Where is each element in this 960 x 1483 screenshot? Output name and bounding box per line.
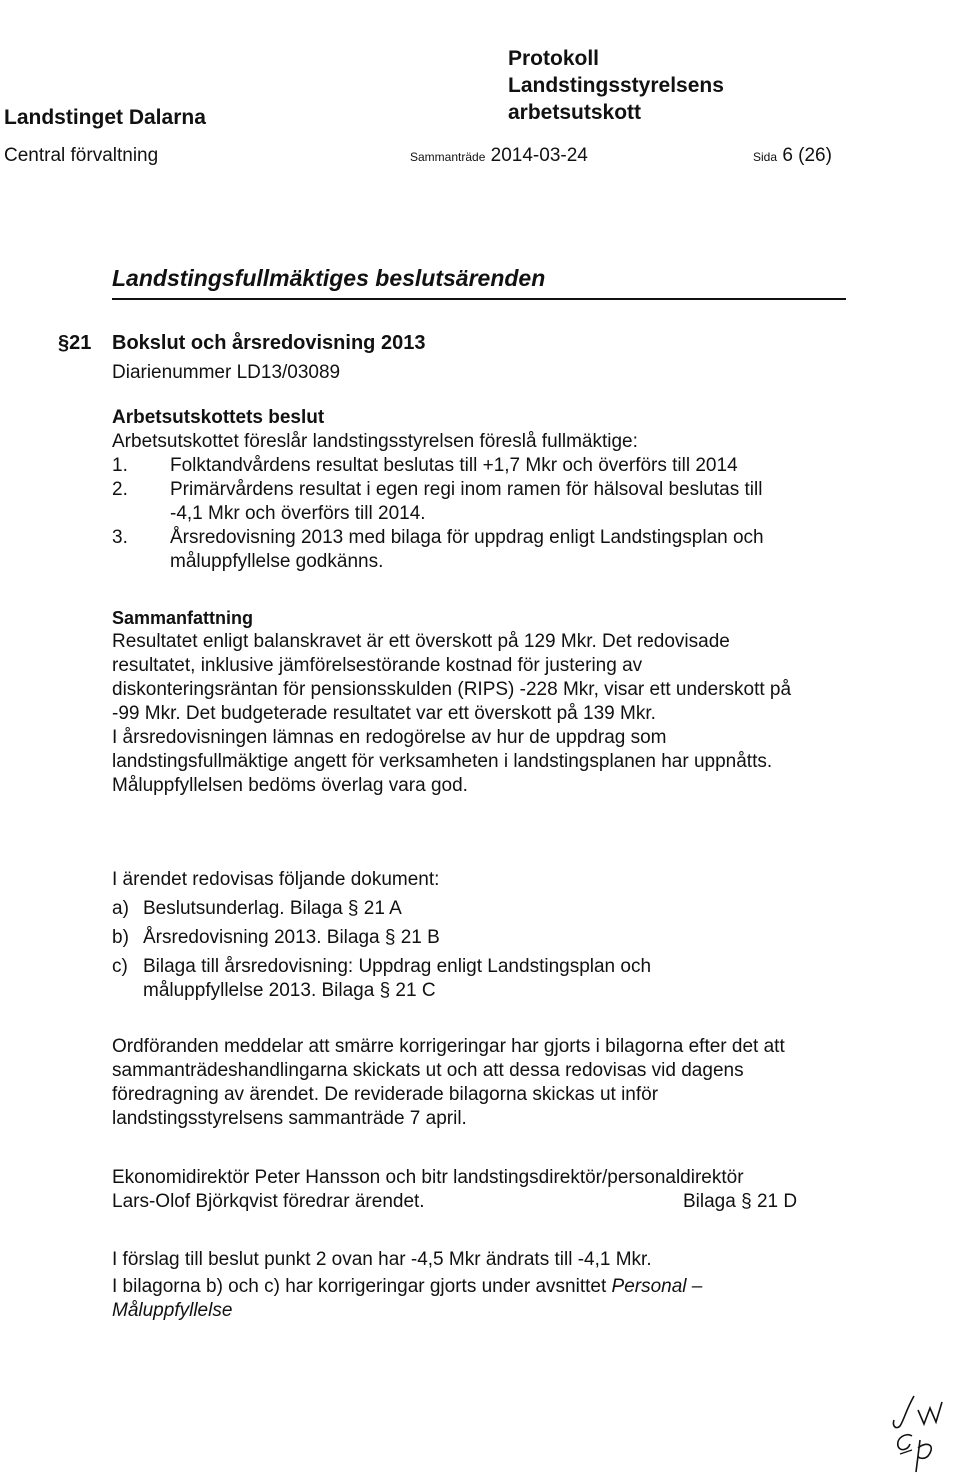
section-title: Landstingsfullmäktiges beslutsärenden: [112, 265, 846, 300]
document-type-block: [508, 45, 724, 126]
meeting-date-block: [410, 145, 588, 167]
diary-number: Diarienummer LD13/03089: [112, 362, 341, 383]
document-type: Protokoll: [508, 47, 600, 70]
summary-section: [112, 606, 792, 798]
summary-paragraph: Resultatet enligt balanskravet är ett överskott på 129 Mkr. Det redovisade resultatet, inklusive jämförelsestörande kostnad för justering av diskonteringsräntan för pensionsskulden (RIPS) -228 Mkr, visar ett underskott på -99 Mkr. Det budgeterade resultatet var ett överskott på 139 Mkr.: [112, 631, 792, 724]
summary-paragraph: I årsredovisningen lämnas en redogörelse av hur de uppdrag som landstingsfullmäktige angett för verksamheten i landstingsplanen har uppnåtts. Måluppfyllelsen bedöms överlag vara god.: [112, 727, 773, 796]
meeting-date: 2014-03-24: [490, 145, 588, 166]
decision-item-text: Folktandvårdens resultat beslutas till +1,7 Mkr och överförs till 2014: [170, 455, 738, 476]
organization-name: Landstinget Dalarna: [4, 106, 206, 129]
documents-section: [112, 868, 852, 1003]
meeting-label: Sammanträde: [410, 150, 486, 164]
appendix-note-text: I bilagorna b) och c) har korrigeringar gjorts under avsnittet: [112, 1276, 607, 1297]
document-text: Årsredovisning 2013. Bilaga § 21 B: [143, 927, 440, 948]
decision-intro: Arbetsutskottet föreslår landstingsstyrelsen föreslå fullmäktige:: [112, 431, 638, 452]
chair-note: Ordföranden meddelar att smärre korrigeringar har gjorts i bilagorna efter det att sammanträdeshandlingarna skickats ut och att dessa redovisas vid dagens föredragning av ärendet. De reviderade bilagorna skickas ut inför landstingsstyrelsens sammanträde 7 april.: [112, 1036, 785, 1129]
summary-heading: Sammanfattning: [112, 608, 254, 628]
decision-item-text: Primärvårdens resultat i egen regi inom ramen för hälsoval beslutas till -4,1 Mkr och överförs till 2014.: [170, 479, 763, 524]
board-name-line2: arbetsutskott: [508, 101, 642, 124]
document-item: [112, 897, 852, 921]
decision-item-number: 1.: [112, 455, 128, 476]
appendix-note-section: Personal – Måluppfyllelse: [112, 1276, 703, 1321]
handwritten-initials: [876, 1388, 956, 1478]
decision-item-number: 2.: [112, 479, 128, 500]
item-title: Bokslut och årsredovisning 2013: [112, 332, 426, 354]
decision-item-text: Årsredovisning 2013 med bilaga för uppdrag enligt Landstingsplan och måluppfyllelse godkänns.: [170, 527, 764, 572]
decision-item-number: 3.: [112, 527, 128, 548]
document-item: [112, 955, 852, 1003]
presenter-line: Ekonomidirektör Peter Hansson och bitr landstingsdirektör/personaldirektör: [112, 1167, 744, 1188]
paragraph-number: §21: [58, 332, 92, 354]
document-item: [112, 926, 852, 950]
decision-item: [112, 526, 852, 574]
documents-intro: I ärendet redovisas följande dokument:: [112, 869, 440, 890]
decision-heading: Arbetsutskottets beslut: [112, 407, 325, 428]
board-name-line1: Landstingsstyrelsens: [508, 74, 724, 97]
appendix-note: [112, 1275, 812, 1323]
presenter-line-2: [112, 1190, 852, 1214]
decision-section: [112, 406, 852, 574]
document-label: c): [112, 956, 128, 977]
presenter-section: [112, 1166, 852, 1214]
document-label: b): [112, 927, 129, 948]
decision-item: [112, 454, 852, 478]
presenter-line: Lars-Olof Björkqvist föredrar ärendet.: [112, 1191, 425, 1212]
proposal-change: I förslag till beslut punkt 2 ovan har -4,5 Mkr ändrats till -4,1 Mkr.: [112, 1249, 652, 1270]
page-label: Sida: [753, 150, 778, 164]
page-number-block: [753, 145, 832, 167]
department-name: Central förvaltning: [4, 145, 159, 166]
final-notes: [112, 1248, 812, 1323]
page-number: 6 (26): [782, 145, 832, 166]
decision-item: [112, 478, 852, 526]
document-label: a): [112, 898, 129, 919]
presenter-attachment: Bilaga § 21 D: [683, 1191, 798, 1212]
document-text: Bilaga till årsredovisning: Uppdrag enligt Landstingsplan och måluppfyllelse 2013. Bilaga § 21 C: [143, 956, 652, 1001]
document-text: Beslutsunderlag. Bilaga § 21 A: [143, 898, 402, 919]
